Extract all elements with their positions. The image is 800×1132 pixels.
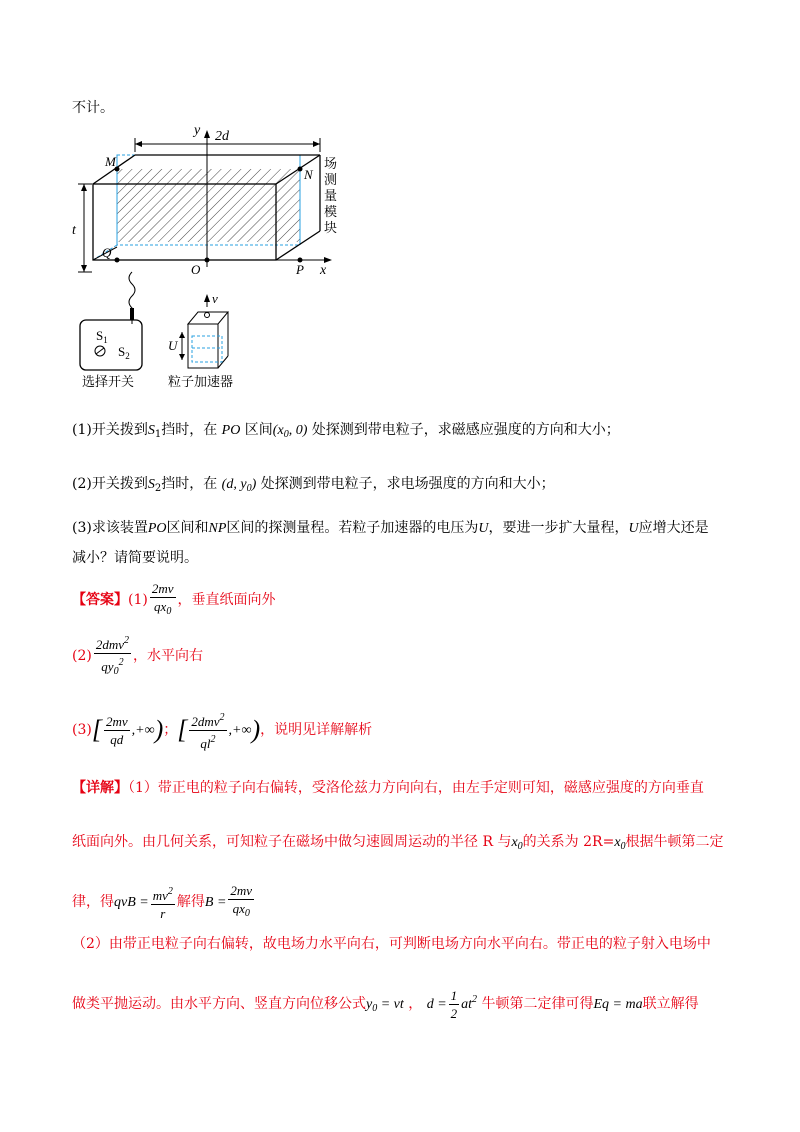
question-3: (3)求该装置PO区间和NP区间的探测量程。若粒子加速器的电压为U，要进一步扩大量程，U应增大还是 bbox=[72, 520, 709, 536]
detail-p1-line2-b: 的关系为 2R= bbox=[522, 834, 615, 850]
answer-2-formula: $\frac{2dmv^2}{qy_0^2}$ bbox=[94, 632, 131, 680]
answer-2-suffix: ，水平向右 bbox=[133, 648, 204, 664]
label-t: t bbox=[72, 223, 76, 238]
answer-3-formula-b: $\frac{2dmv^2}{ql^2}$ bbox=[189, 709, 226, 752]
q2-text-c: 处探测到带电粒子，求电场强度的方向和大小； bbox=[260, 476, 555, 492]
q1-text-a: (1)开关拨到 bbox=[72, 422, 148, 438]
detail-p1-line3-a: 律，得 bbox=[72, 894, 114, 910]
q2-text-a: (2)开关拨到 bbox=[72, 476, 148, 492]
label-x: x bbox=[320, 263, 327, 278]
module-label: 场 测 量 模 块 bbox=[324, 156, 338, 235]
q1-text-d: 处探测到带电粒子，求磁感应强度的方向和大小； bbox=[311, 422, 620, 438]
hatched-plane bbox=[117, 169, 300, 242]
label-P: P bbox=[296, 262, 304, 277]
switch-s1: $S_1$ bbox=[96, 328, 108, 345]
detail-p1-text: （1）带正电的粒子向右偏转，受洛伦兹力方向向右，由左手定则可知，磁感应强度的方向垂直 bbox=[128, 780, 704, 796]
answer-3: (3)[ $\frac{2mv}{qd}$ ,+∞)；[ $\frac{2dmv^2}{ql^2}$ ,+∞)，说明见详解解析 bbox=[72, 706, 372, 755]
answer-1-formula: $\frac{2mv}{qx_0}$ bbox=[151, 581, 174, 617]
label-y: y bbox=[194, 123, 201, 138]
q3-text-c: 区间的探测量程。若粒子加速器的电压为 bbox=[226, 520, 479, 536]
answer-2 bbox=[72, 632, 203, 680]
answer-tag: 【答案】 bbox=[72, 592, 128, 608]
answer-1 bbox=[72, 580, 276, 620]
detail-p1-line3-b: 解得 bbox=[176, 894, 205, 910]
answer-3-suffix: ，说明见详解解析 bbox=[260, 722, 373, 738]
q3-text-e: 应增大还是 bbox=[638, 520, 709, 536]
detail-tag: 【详解】 bbox=[72, 780, 128, 796]
detail-p1-line2-c: 根据牛顿第二定 bbox=[625, 834, 724, 850]
label-M: M bbox=[105, 154, 116, 169]
detail-p2-line2-b: 牛顿第二定律可得 bbox=[481, 996, 594, 1012]
q3-text-b: 区间和 bbox=[166, 520, 209, 536]
question-3-line2: 减小？请简要说明。 bbox=[72, 550, 198, 566]
answer-1-suffix: ，垂直纸面向外 bbox=[177, 592, 276, 608]
label-2d: 2d bbox=[215, 129, 229, 144]
question-2: (2)开关拨到$S_2$挡时，在 (d, $y_0$) 处探测到带电粒子，求电场强度的方向和大小； bbox=[72, 476, 555, 494]
answer-3-prefix: (3) bbox=[72, 722, 92, 738]
label-N: N bbox=[304, 167, 313, 182]
q3-text-a: (3)求该装置 bbox=[72, 520, 148, 536]
answer-1-prefix: (1) bbox=[128, 592, 148, 608]
label-O: O bbox=[191, 262, 201, 277]
detail-p2-line2-a: 做类平抛运动。由水平方向、竖直方向位移公式 bbox=[72, 996, 366, 1012]
detail-p2-line2-c: 联立解得 bbox=[642, 996, 699, 1012]
answer-3-sep: ； bbox=[163, 722, 178, 738]
question-1: (1)开关拨到$S_1$挡时，在 PO 区间($x_0$, 0) 处探测到带电粒子，求磁感应强度的方向和大小； bbox=[72, 422, 620, 440]
label-U: U bbox=[168, 338, 178, 353]
q1-text-b: 挡时，在 bbox=[161, 422, 218, 438]
q1-text-c: 区间 bbox=[244, 422, 273, 438]
detail-p1-line3: 律，得qvB = $\frac{mv^2}{r}$ 解得B = $\frac{2mv}{qx_0}$ bbox=[72, 883, 253, 921]
q2-text-b: 挡时，在 bbox=[161, 476, 218, 492]
apparatus-figure bbox=[70, 122, 360, 392]
answer-2-prefix: (2) bbox=[72, 648, 92, 664]
switch-caption: 选择开关 bbox=[82, 374, 135, 389]
answer-3-formula-a: $\frac{2mv}{qd}$ bbox=[105, 713, 128, 747]
detail-p1-line2: 纸面向外。由几何关系，可知粒子在磁场中做匀速圆周运动的半径 R 与$x_0$的关系为 $2R=x_0$根据牛顿第二定 bbox=[72, 834, 724, 852]
intro-text: 不计。 bbox=[72, 100, 114, 116]
detail-p2-line2: 做类平抛运动。由水平方向、竖直方向位移公式$y_0$ = vt ， d = $\frac{1}{2}$ $at^2$ 牛顿第二定律可得Eq = ma联立解得 bbox=[72, 987, 699, 1021]
detail-p2-line1: （2）由带正电粒子向右偏转，故电场力水平向右，可判断电场方向水平向右。带正电的粒子射入电场中 bbox=[72, 936, 711, 952]
q3-text-d: ，要进一步扩大量程， bbox=[488, 520, 629, 536]
label-v: v bbox=[212, 291, 218, 306]
detail-p1-line2-a: 纸面向外。由几何关系，可知粒子在磁场中做匀速圆周运动的半径 R 与 bbox=[72, 834, 512, 850]
detail-p1-line1 bbox=[72, 778, 704, 798]
label-Q: Q bbox=[102, 245, 112, 260]
accelerator-caption: 粒子加速器 bbox=[168, 374, 234, 389]
switch-s2: $S_2$ bbox=[118, 344, 130, 361]
